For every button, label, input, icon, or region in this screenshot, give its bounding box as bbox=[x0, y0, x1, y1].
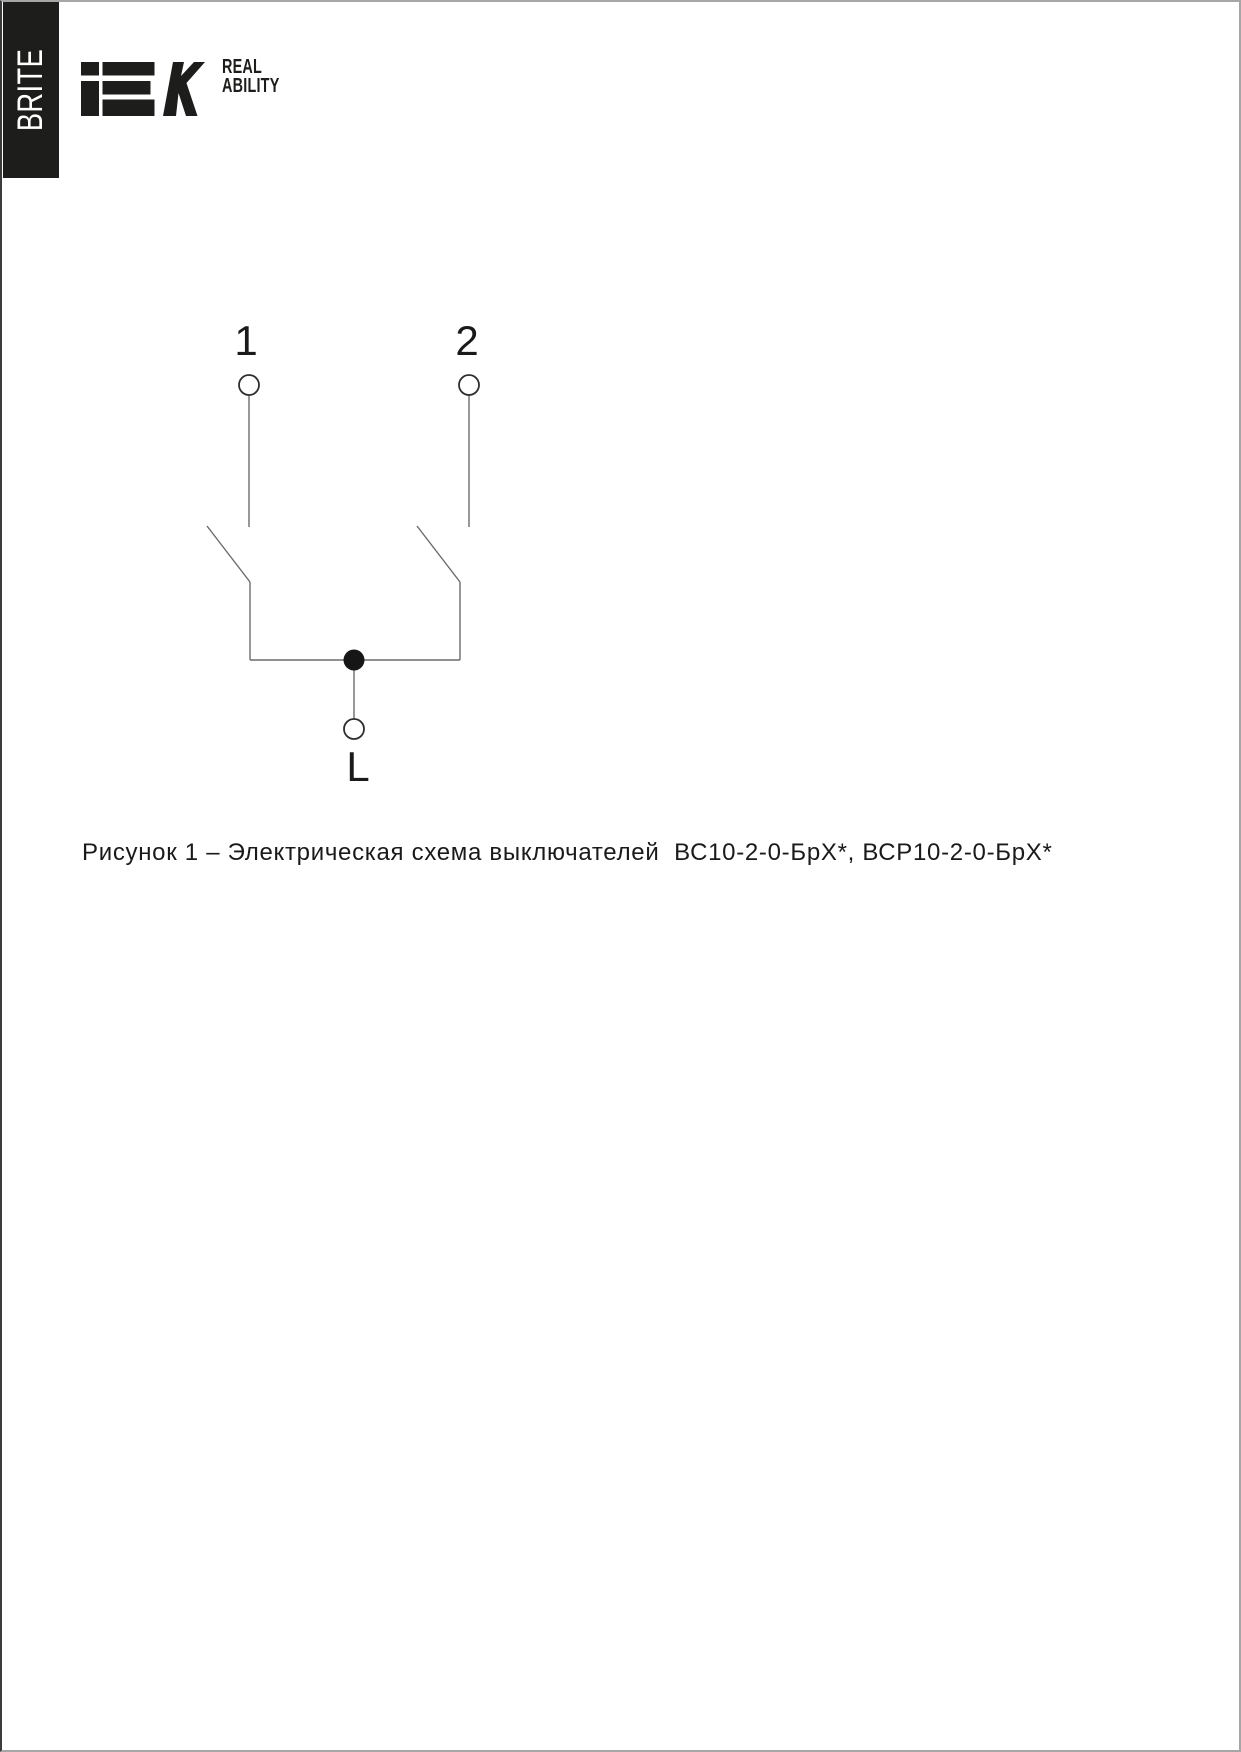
switch-blade-1 bbox=[207, 526, 250, 582]
figure-caption: Рисунок 1 – Электрическая схема выключателей ВС10-2-0-БрХ*, ВСР10-2-0-БрХ* bbox=[82, 839, 1053, 866]
iek-logo-k bbox=[163, 62, 205, 116]
iek-logo-e-mid-bar bbox=[103, 81, 151, 95]
terminal-1-contact bbox=[239, 375, 259, 395]
brite-side-banner bbox=[3, 2, 59, 178]
junction-dot bbox=[344, 650, 365, 671]
tagline-line-ability: ABILITY bbox=[222, 75, 280, 97]
switch-blade-2 bbox=[417, 526, 460, 582]
terminal-2-contact bbox=[459, 375, 479, 395]
brite-banner-label: BRITE bbox=[11, 48, 51, 132]
schematic-wires bbox=[207, 395, 469, 719]
terminal-contacts bbox=[239, 375, 479, 739]
common-terminal-label: L bbox=[346, 743, 370, 790]
iek-logo-i-stem bbox=[81, 81, 99, 116]
iek-logo-glyphs bbox=[81, 62, 205, 116]
terminal-1-label: 1 bbox=[234, 317, 258, 364]
iek-logo-e-top-bar bbox=[103, 62, 155, 76]
terminal-2-label: 2 bbox=[455, 317, 479, 364]
tagline-line-real: REAL bbox=[222, 56, 263, 78]
schematic-drawing bbox=[2, 2, 1239, 1750]
iek-logo-e-bottom-bar bbox=[103, 100, 155, 117]
iek-logo-i-dot bbox=[81, 62, 99, 76]
common-terminal-contact bbox=[344, 719, 364, 739]
iek-logo bbox=[81, 62, 205, 116]
logo-tagline bbox=[222, 58, 280, 96]
